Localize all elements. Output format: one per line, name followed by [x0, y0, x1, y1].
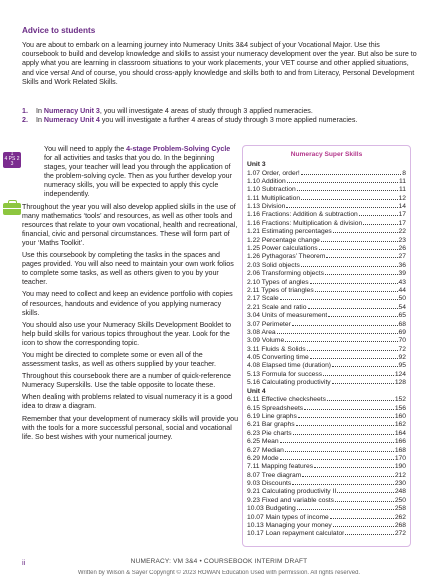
toc-entry-title: 9.23 Fixed and variable costs: [247, 496, 334, 504]
toc-entry-title: 4.05 Converting time: [247, 354, 309, 362]
toc-leader-dots: [293, 434, 394, 435]
toc-entry-title: 10.03 Budgeting: [247, 505, 296, 513]
toc-row: [247, 295, 406, 303]
advice-paragraph: Throughout this coursebook there are a number of quick-reference Numeracy Superskills. Use the table opposite to locate these.: [22, 372, 231, 390]
toc-entry-title: 6.11 Effective checksheets: [247, 396, 326, 404]
toc-page-number: 230: [394, 480, 406, 488]
toc-entry-title: 1.16 Fractions: Multiplication & division: [247, 219, 363, 227]
toc-entry-title: 6.15 Spreadsheets: [247, 404, 304, 412]
units-list: [22, 107, 418, 125]
toc-page-number: 27: [398, 253, 406, 261]
toc-leader-dots: [301, 266, 398, 267]
toc-page-number: 168: [394, 446, 406, 454]
toc-leader-dots: [315, 291, 398, 292]
advice-paragraph: Use this coursebook by completing the tasks in the spaces and pages provided. You will also need to maintain your own work folios to complete some tasks, as well as others given to you by your teacher.: [22, 251, 234, 287]
toc-leader-dots: [333, 232, 398, 233]
toc-page-number: 26: [398, 245, 406, 253]
toc-row: [247, 480, 406, 488]
toc-row: [247, 430, 406, 438]
toc-row: [247, 522, 406, 530]
toc-row: [247, 421, 406, 429]
toc-leader-dots: [328, 316, 397, 317]
toc-row: [247, 472, 406, 480]
superskills-table: [242, 145, 411, 547]
toc-row: [247, 514, 406, 522]
toc-row: [247, 371, 406, 379]
toc-entry-title: 1.26 Pythagoras’ Theorem: [247, 253, 326, 261]
problem-solving-cycle-icon: [3, 152, 21, 168]
intro-paragraph: You are about to embark on a learning journey into Numeracy Units 3&4 subject of your Vocational Major. Use this coursebook to build and develop knowledge and skills to assist your numeracy development over the year. But also be sure to apply what you are learning in classroom situations to your work placements, your VET course and other applied situations, and vice versa! And of course, you should cross-apply knowledge and skills both to and from Literacy, Personal Development Skills and Work Related Skills.: [22, 41, 417, 86]
toc-entry-title: 3.04 Units of measurement: [247, 312, 328, 320]
toc-row: [247, 287, 406, 295]
toc-row: [247, 304, 406, 312]
toc-leader-dots: [327, 400, 394, 401]
toc-row: [247, 270, 406, 278]
toc-page-number: 248: [394, 488, 406, 496]
toc-leader-dots: [363, 224, 397, 225]
toc-row: [247, 228, 406, 236]
toc-row: [247, 447, 406, 455]
toc-leader-dots: [323, 375, 394, 376]
toc-leader-dots: [330, 518, 394, 519]
toc-page-number: 68: [398, 320, 406, 328]
text: for all activities and tasks that you do. In the beginning stages, your teacher will lead you through the application of the problem-solving cycle. Then as you further develop your numeracy skills, you will be expected to apply this cycle independently.: [44, 154, 232, 199]
toc-entry-title: 1.11 Multiplication: [247, 194, 301, 202]
toc-page-number: 50: [398, 295, 406, 303]
toc-leader-dots: [325, 274, 398, 275]
toc-page-number: 70: [398, 337, 406, 345]
toc-row: [247, 346, 406, 354]
toc-page-number: 190: [394, 463, 406, 471]
toc-page-number: 92: [398, 354, 406, 362]
toc-unit-heading: Unit 3: [247, 161, 266, 168]
toc-row: [247, 195, 406, 203]
toc-leader-dots: [359, 215, 398, 216]
toc-page-number: 12: [398, 194, 406, 202]
toc-leader-dots: [277, 333, 398, 334]
toc-leader-dots: [280, 299, 398, 300]
toc-row: [247, 497, 406, 505]
toc-row: [247, 220, 406, 228]
toc-row: [247, 455, 406, 463]
footer-copyright: Written by Wilson & Sayer Copyright © 2023 ROWAN Education Used with permission. All rights reserved.: [77, 570, 361, 576]
list-text: , you will investigate 4 areas of study through 3 applied numeracies.: [99, 107, 313, 115]
list-text: In: [36, 107, 44, 115]
toc-entry-title: 6.23 Pie charts: [247, 429, 292, 437]
toc-entry-title: 1.10 Subtraction: [247, 186, 296, 194]
toc-entry-title: 1.22 Percentage change: [247, 236, 320, 244]
toc-entry-title: 1.13 Division: [247, 203, 286, 211]
toc-page-number: 69: [398, 328, 406, 336]
toc-leader-dots: [298, 417, 394, 418]
toc-unit4-list: [243, 396, 410, 539]
toc-page-number: 54: [398, 303, 406, 311]
toc-row: [247, 396, 406, 404]
toc-leader-dots: [280, 442, 394, 443]
toc-page-number: 65: [398, 312, 406, 320]
toc-leader-dots: [297, 509, 394, 510]
toc-row: [247, 203, 406, 211]
toc-row: [247, 354, 406, 362]
toc-entry-title: 3.07 Perimeter: [247, 320, 291, 328]
text: You will need to apply the: [44, 145, 127, 153]
toc-leader-dots: [310, 358, 398, 359]
toc-row: [247, 170, 406, 178]
toc-entry-title: 1.21 Estimating percentages: [247, 228, 332, 236]
toc-page-number: 43: [398, 278, 406, 286]
toc-leader-dots: [337, 492, 394, 493]
toc-leader-dots: [292, 484, 394, 485]
toc-leader-dots: [287, 182, 398, 183]
toc-leader-dots: [301, 174, 401, 175]
toc-entry-title: 2.21 Scale and ratio: [247, 303, 307, 311]
toc-page-number: 36: [398, 261, 406, 269]
toc-leader-dots: [280, 459, 394, 460]
toc-leader-dots: [292, 325, 398, 326]
advice-paragraph: You may need to collect and keep an evidence portfolio with copies of resources, handouts and evidence of you applying numeracy skills.: [22, 290, 233, 317]
toc-leader-dots: [301, 199, 398, 200]
cycle-term: 4-stage Problem-Solving Cycle: [126, 145, 231, 153]
toc-page-number: 11: [399, 177, 406, 185]
toc-entry-title: 3.09 Volume: [247, 337, 285, 345]
toc-row: [247, 211, 406, 219]
toc-page-number: 95: [398, 362, 406, 370]
toc-page-number: 160: [394, 412, 406, 420]
cycle-icon-text: 4 PS 2: [4, 156, 20, 162]
toc-unit-heading: Unit 4: [247, 387, 266, 395]
toc-entry-title: 2.10 Types of angles: [247, 278, 309, 286]
advice-column: [22, 145, 239, 445]
toc-page-number: 72: [398, 345, 406, 353]
toc-entry-title: 1.10 Addition: [247, 177, 286, 185]
toc-leader-dots: [286, 207, 397, 208]
toc-entry-title: 7.11 Mapping features: [247, 463, 314, 471]
toc-leader-dots: [296, 425, 394, 426]
toc-entry-title: 3.11 Fluids & Solids: [247, 345, 306, 353]
toc-entry-title: 6.27 Median: [247, 446, 284, 454]
toc-row: [247, 312, 406, 320]
toc-row: [247, 178, 406, 186]
advice-paragraph: Throughout the year you will also develop applied skills in the use of many mathematics ‘tools’ and resources, as well as other tools and resources that relate to your own vocational, health and recreational, financial, civic and personal circumstances. These will form part of your ‘Maths Toolkit’.: [22, 202, 238, 247]
advice-paragraph: You should also use your Numeracy Skills Development Booklet to help build skills for various topics throughout the year. Look for the icon to show the corresponding topic.: [22, 320, 232, 347]
toc-entry-title: 1.16 Fractions: Addition & subtraction: [247, 211, 358, 219]
cycle-icon-text: 3: [10, 161, 14, 167]
toc-page-number: 11: [399, 186, 406, 194]
toc-leader-dots: [345, 534, 393, 535]
toc-entry-title: 1.07 Order, order!: [247, 169, 300, 177]
toc-leader-dots: [332, 366, 398, 367]
toc-page-number: 166: [394, 438, 406, 446]
toc-row: [247, 245, 406, 253]
toc-entry-title: 2.11 Types of triangles: [247, 286, 314, 294]
toc-row: [247, 237, 406, 245]
toc-leader-dots: [321, 241, 398, 242]
page-number: ii: [22, 558, 26, 567]
toc-row: [247, 413, 406, 421]
toc-page-number: 164: [394, 429, 406, 437]
toc-row: [247, 405, 406, 413]
advice-paragraph: When dealing with problems related to visual numeracy it is a good idea to draw a diagram.: [22, 393, 233, 411]
advice-paragraph: [22, 145, 239, 200]
toc-unit3-list: [243, 170, 410, 388]
toc-entry-title: 3.08 Area: [247, 328, 276, 336]
toc-row: [247, 337, 406, 345]
toc-page-number: 14: [398, 203, 406, 211]
toc-page-number: 170: [394, 454, 406, 462]
toc-row: [247, 321, 406, 329]
toc-page-number: 152: [394, 396, 406, 404]
advice-paragraph: You might be directed to complete some or even all of the assessment tasks, as well as others supplied by your teacher.: [22, 350, 216, 369]
footer-title: NUMERACY: VM 3&4 • COURSEBOOK INTERIM DRAFT: [130, 558, 308, 565]
toc-leader-dots: [319, 249, 398, 250]
toc-leader-dots: [314, 467, 394, 468]
toc-leader-dots: [307, 350, 398, 351]
toc-page-number: 162: [394, 421, 406, 429]
list-number: 2.: [22, 116, 28, 125]
toc-entry-title: 5.16 Calculating productivity: [247, 379, 331, 387]
toc-page-number: 156: [394, 404, 406, 412]
toc-leader-dots: [308, 308, 398, 309]
toc-entry-title: 9.21 Calculating productivity II: [247, 488, 337, 496]
toc-row: [247, 253, 406, 261]
toc-leader-dots: [285, 341, 397, 342]
toc-entry-title: 5.13 Formula for success: [247, 370, 323, 378]
toc-page-number: 17: [398, 219, 406, 227]
advice-paragraph: Remember that your development of numeracy skills will provide you with the tools for a more successful personal, social and vocational life. So best wishes with your numerical journey.: [22, 414, 239, 441]
toc-entry-title: 2.06 Transforming objects: [247, 270, 324, 278]
list-text: In: [36, 116, 44, 125]
toc-row: [247, 329, 406, 337]
toc-leader-dots: [333, 526, 394, 527]
toc-entry-title: 2.17 Scale: [247, 295, 279, 303]
unit-name: Numeracy Unit 4: [43, 116, 100, 125]
toc-leader-dots: [310, 283, 398, 284]
toc-leader-dots: [297, 190, 398, 191]
unit-name: Numeracy Unit 3: [43, 107, 100, 115]
toc-entry-title: 2.03 Solid objects: [247, 261, 300, 269]
toc-leader-dots: [304, 409, 394, 410]
toc-page-number: 44: [398, 286, 406, 294]
toc-row: [247, 530, 406, 538]
cycle-icon-text: 1: [10, 151, 14, 157]
toc-row: [247, 488, 406, 496]
page-heading: Advice to students: [22, 26, 96, 35]
toc-entry-title: 6.25 Mean: [247, 438, 279, 446]
toc-leader-dots: [332, 383, 394, 384]
toc-page-number: 124: [394, 370, 406, 378]
list-text: you will investigate a further 4 areas of study through 3 more applied numeracies.: [99, 116, 358, 125]
toc-row: [247, 379, 406, 387]
toc-leader-dots: [335, 501, 394, 502]
toolbox-icon: [3, 203, 21, 215]
toc-row: [247, 186, 406, 194]
toc-page-number: 23: [398, 236, 406, 244]
toc-entry-title: 10.17 Loan repayment calculator: [247, 530, 345, 538]
toc-row: [247, 262, 406, 270]
toc-entry-title: 10.07 Main types of income: [247, 513, 329, 521]
toc-row: [247, 362, 406, 370]
toc-entry-title: 8.07 Tree diagram: [247, 471, 302, 479]
toc-page-number: 272: [394, 530, 406, 538]
toc-entry-title: 6.21 Bar graphs: [247, 421, 295, 429]
list-item: [22, 107, 418, 116]
toc-entry-title: 4.08 Elapsed time (duration): [247, 362, 332, 370]
toc-page-number: 268: [394, 522, 406, 530]
toc-page-number: 17: [398, 211, 406, 219]
toc-page-number: 250: [394, 496, 406, 504]
toc-row: [247, 505, 406, 513]
toc-page-number: 262: [394, 513, 406, 521]
list-number: 1.: [22, 107, 28, 115]
toc-page-number: 258: [394, 505, 406, 513]
toc-page-number: 212: [394, 471, 406, 479]
toc-page-number: 39: [398, 270, 406, 278]
toc-leader-dots: [285, 451, 394, 452]
toc-row: [247, 279, 406, 287]
toc-entry-title: 6.29 Mode: [247, 454, 279, 462]
toc-entry-title: 6.19 Line graphs: [247, 412, 297, 420]
toc-entry-title: 10.13 Managing your money: [247, 522, 332, 530]
toc-row: [247, 463, 406, 471]
toc-page-number: 128: [394, 379, 406, 387]
toc-page-number: 8: [402, 169, 406, 177]
toc-title: Numeracy Super Skills: [290, 151, 363, 158]
toc-row: [247, 438, 406, 446]
toc-entry-title: 1.25 Power calculations: [247, 245, 318, 253]
list-item: [22, 116, 418, 125]
toc-leader-dots: [302, 476, 394, 477]
toc-leader-dots: [326, 257, 397, 258]
toc-entry-title: 9.03 Discounts: [247, 480, 292, 488]
toc-page-number: 22: [398, 228, 406, 236]
